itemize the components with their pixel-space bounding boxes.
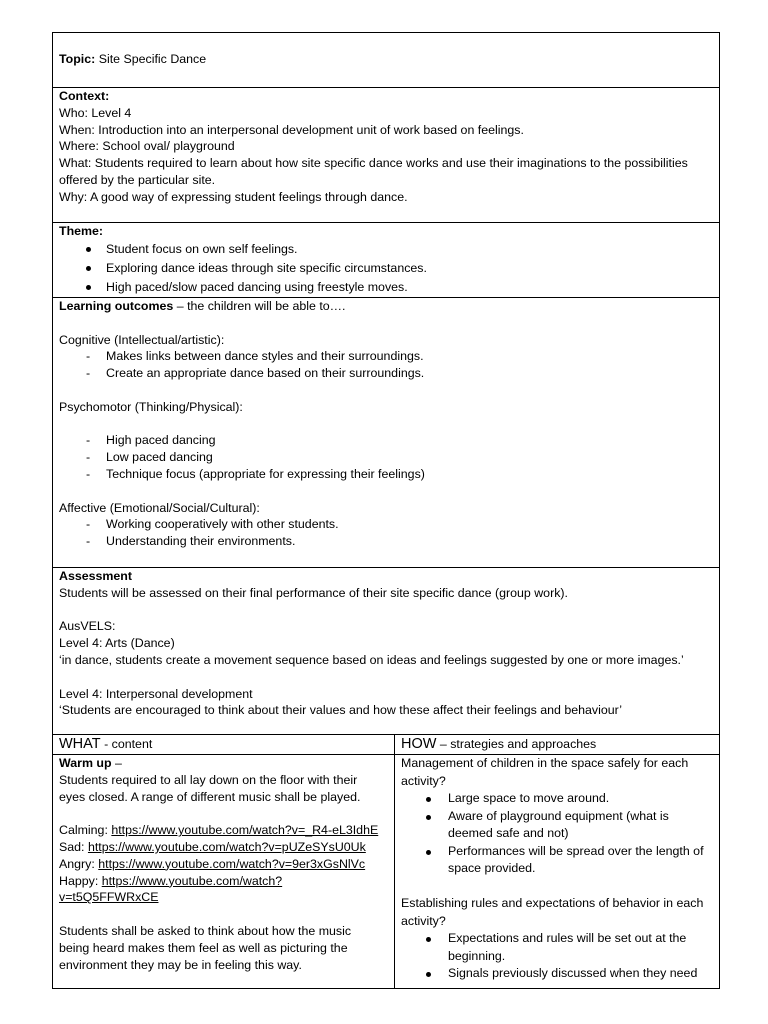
arts-quote: ‘in dance, students create a movement sequence based on ideas and feelings suggested by one or more images.’ [59, 652, 684, 667]
list-item: - Low paced dancing [86, 449, 713, 466]
music-text-cont: being heard makes them feel as well as picturing the [59, 940, 348, 955]
how-content-cell [395, 755, 719, 988]
angry-link[interactable]: https://www.youtube.com/watch?v=9er3xGsNlVc [98, 856, 366, 871]
list-item: Exploring dance ideas through site specific circumstances. [86, 259, 713, 278]
cognitive-list [59, 348, 713, 382]
context-why: Why: A good way of expressing student feelings through dance. [59, 189, 408, 204]
affective-list [59, 516, 713, 550]
list-item: - Technique focus (appropriate for expressing their feelings) [86, 466, 713, 483]
affective-heading: Affective (Emotional/Social/Cultural): [59, 500, 260, 515]
angry-label: Angry: [59, 856, 99, 871]
topic-label: Topic: [59, 52, 96, 66]
calming-label: Calming: [59, 823, 112, 838]
warmup-dash: – [111, 756, 122, 770]
list-item: - Makes links between dance styles and their surroundings. [86, 348, 713, 365]
warmup-heading: Warm up [59, 756, 112, 770]
music-text-end: environment they may be in feeling this way. [59, 957, 302, 972]
sad-line [59, 839, 388, 856]
sad-label: Sad: [59, 839, 88, 854]
what-subheading: - content [100, 737, 153, 751]
list-item: Expectations and rules will be set out at the beginning. [426, 930, 713, 965]
context-what: What: Students required to learn about how site specific dance works and use their imaginations to the possibilities [59, 156, 688, 171]
theme-heading: Theme: [59, 224, 104, 238]
learning-outcomes-heading-line [59, 298, 713, 315]
theme-list [59, 240, 713, 297]
what-how-content-row [53, 755, 719, 988]
context-what-cont: offered by the particular site. [59, 172, 216, 187]
assessment-heading: Assessment [59, 569, 133, 583]
interpersonal-level: Level 4: Interpersonal development [59, 686, 253, 701]
interpersonal-quote: ‘Students are encouraged to think about their values and how these affect their feelings and behaviour’ [59, 703, 623, 718]
how-subheading: – strategies and approaches [436, 737, 597, 751]
list-item: Aware of playground equipment (what is deemed safe and not) [426, 808, 713, 843]
what-content-cell [53, 755, 395, 988]
warmup-text-cont: eyes closed. A range of different music shall be played. [59, 789, 361, 804]
list-item: Student focus on own self feelings. [86, 240, 713, 259]
context-when: When: Introduction into an interpersonal development unit of work based on feelings. [59, 122, 524, 137]
context-heading: Context: [59, 89, 110, 103]
list-item: Large space to move around. [426, 790, 713, 808]
rules-text-cont: activity? [401, 913, 446, 928]
what-how-header-row [53, 735, 719, 755]
learning-outcomes-heading: Learning outcomes [59, 299, 174, 313]
theme-row [53, 223, 719, 298]
context-where: Where: School oval/ playground [59, 139, 235, 154]
happy-line-cont [59, 889, 388, 906]
learning-outcomes-intro: – the children will be able to…. [173, 299, 346, 313]
context-row [53, 88, 719, 223]
learning-outcomes-row [53, 298, 719, 568]
topic-row [53, 33, 719, 88]
management-list [401, 790, 713, 878]
list-item: Performances will be spread over the length of space provided. [426, 843, 713, 878]
happy-link-cont[interactable]: v=t5Q5FFWRxCE [59, 890, 159, 905]
happy-line [59, 873, 388, 890]
what-heading: WHAT [59, 736, 101, 752]
cognitive-heading: Cognitive (Intellectual/artistic): [59, 332, 225, 347]
list-item: - Understanding their environments. [86, 533, 713, 550]
management-text: Management of children in the space safely for each [401, 756, 689, 770]
management-text-cont: activity? [401, 773, 446, 788]
music-text: Students shall be asked to think about how the music [59, 923, 352, 938]
calming-link[interactable]: https://www.youtube.com/watch?v=_R4-eL3IdhE [111, 823, 379, 838]
angry-line [59, 856, 388, 873]
rules-text: Establishing rules and expectations of behavior in each [401, 896, 704, 910]
warmup-heading-line [59, 755, 388, 772]
list-item: - Create an appropriate dance based on their surroundings. [86, 365, 713, 382]
list-item: Signals previously discussed when they need [426, 965, 713, 983]
assessment-text: Students will be assessed on their final performance of their site specific dance (group work). [59, 585, 568, 600]
happy-label: Happy: [59, 873, 102, 888]
context-who: Who: Level 4 [59, 105, 132, 120]
ausvels-heading: AusVELS: [59, 619, 116, 634]
assessment-row [53, 568, 719, 735]
sad-link[interactable]: https://www.youtube.com/watch?v=pUZeSYsU0Uk [87, 839, 366, 854]
lesson-plan-table [52, 32, 720, 989]
psychomotor-list [59, 432, 713, 482]
list-item: - High paced dancing [86, 432, 713, 449]
list-item: High paced/slow paced dancing using freestyle moves. [86, 278, 713, 297]
what-header-cell [53, 735, 395, 754]
warmup-text: Students required to all lay down on the floor with their [59, 772, 358, 787]
list-item: - Working cooperatively with other students. [86, 516, 713, 533]
how-heading: HOW [401, 736, 437, 752]
rules-list [401, 930, 713, 983]
how-header-cell [395, 735, 719, 754]
arts-level: Level 4: Arts (Dance) [59, 636, 175, 651]
happy-link[interactable]: https://www.youtube.com/watch? [101, 873, 283, 888]
calming-line [59, 822, 388, 839]
topic-value: Site Specific Dance [98, 52, 207, 66]
psychomotor-heading: Psychomotor (Thinking/Physical): [59, 399, 243, 414]
